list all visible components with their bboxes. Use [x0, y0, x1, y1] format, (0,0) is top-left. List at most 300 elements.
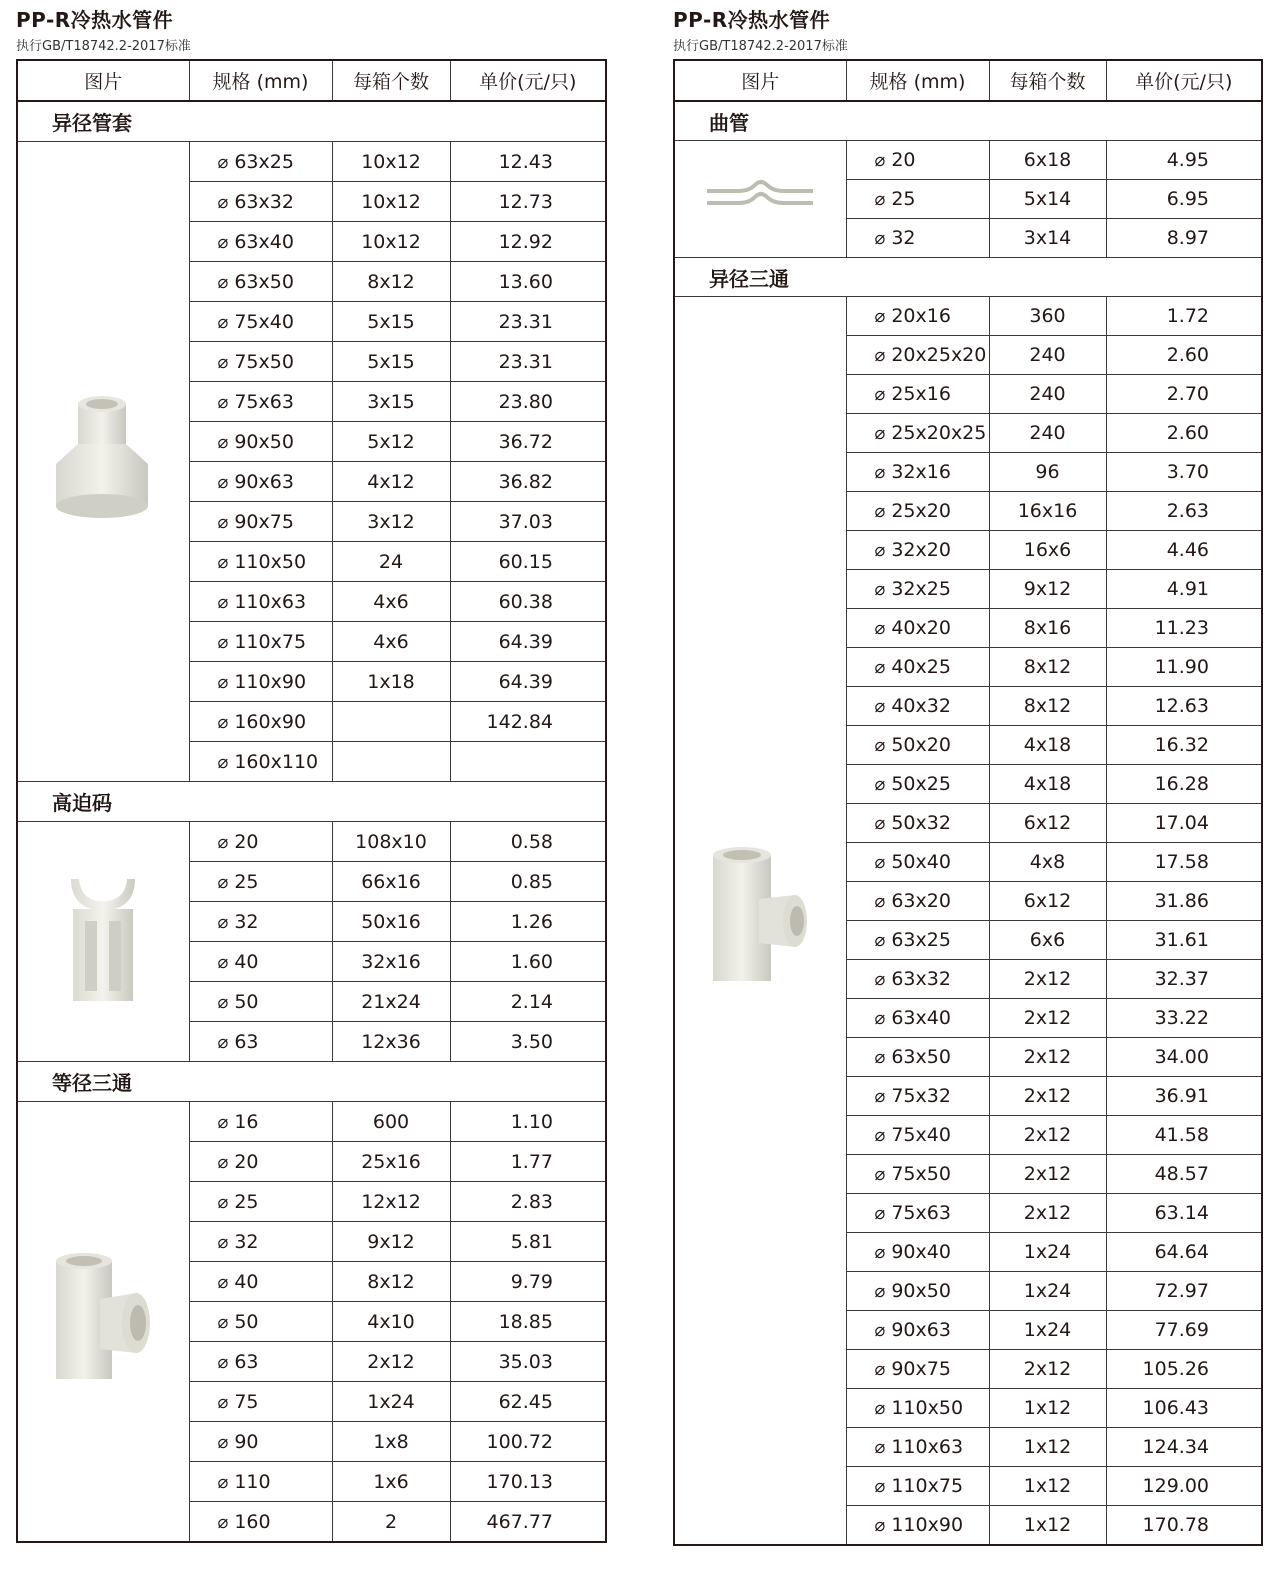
box-qty-cell: 6x18	[989, 141, 1106, 180]
spec-value: 90x75	[891, 1358, 951, 1380]
spec-value: 75x50	[891, 1163, 951, 1185]
unit-price-cell: 36.91	[1106, 1077, 1262, 1116]
crossover-bend-image	[674, 141, 846, 258]
unit-price-cell: 129.00	[1106, 1467, 1262, 1506]
unit-price-cell: 77.69	[1106, 1311, 1262, 1350]
spec-value: 63x32	[234, 190, 294, 213]
reducing-coupling-image	[17, 142, 189, 782]
unit-price-cell: 2.60	[1106, 414, 1262, 453]
spec-value: 25	[891, 188, 916, 210]
box-qty-cell: 8x16	[989, 609, 1106, 648]
unit-price-cell: 23.80	[450, 382, 606, 422]
table-row	[17, 1102, 606, 1142]
diameter-icon: ⌀	[217, 1231, 229, 1253]
spec-cell	[189, 1142, 332, 1182]
box-qty-cell: 1x18	[332, 662, 450, 702]
box-qty-cell: 4x8	[989, 843, 1106, 882]
unit-price-cell: 72.97	[1106, 1272, 1262, 1311]
spec-value: 50	[234, 990, 259, 1013]
spec-value: 110x75	[891, 1475, 964, 1497]
box-qty-cell: 2x12	[989, 960, 1106, 999]
diameter-icon: ⌀	[874, 1515, 886, 1536]
spec-value: 110x75	[234, 630, 307, 653]
spec-cell	[189, 142, 332, 182]
unit-price-cell: 3.70	[1106, 453, 1262, 492]
unit-price-cell: 18.85	[450, 1302, 606, 1342]
diameter-icon: ⌀	[217, 1271, 229, 1293]
spec-value: 90	[234, 1430, 259, 1453]
spec-value: 20	[891, 149, 916, 171]
box-qty-cell: 4x6	[332, 582, 450, 622]
diameter-icon: ⌀	[217, 991, 229, 1013]
spec-value: 63x25	[891, 929, 951, 951]
spec-cell	[189, 1102, 332, 1142]
diameter-icon: ⌀	[217, 831, 229, 853]
spec-cell	[189, 1422, 332, 1462]
box-qty-cell: 1x24	[332, 1382, 450, 1422]
spec-cell	[189, 902, 332, 942]
box-qty-cell: 3x12	[332, 502, 450, 542]
unit-price-cell: 36.72	[450, 422, 606, 462]
spec-cell	[846, 1116, 989, 1155]
spec-cell	[846, 1038, 989, 1077]
section-header-row	[674, 101, 1262, 141]
table-row	[674, 297, 1262, 336]
unit-price-cell: 60.15	[450, 542, 606, 582]
unit-price-cell: 31.86	[1106, 882, 1262, 921]
spec-value: 75x40	[891, 1124, 951, 1146]
box-qty-cell: 10x12	[332, 142, 450, 182]
spec-value: 63x25	[234, 150, 294, 173]
spec-cell	[189, 702, 332, 742]
spec-value: 75	[234, 1390, 259, 1413]
spec-cell	[846, 1350, 989, 1389]
diameter-icon: ⌀	[874, 1164, 886, 1185]
unit-price-cell: 124.34	[1106, 1428, 1262, 1467]
spec-cell	[846, 1506, 989, 1546]
unit-price-cell: 170.78	[1106, 1506, 1262, 1546]
spec-value: 50x25	[891, 773, 951, 795]
spec-value: 90x63	[234, 470, 294, 493]
unit-price-cell: 0.58	[450, 822, 606, 862]
spec-value: 110x50	[234, 550, 307, 573]
spec-cell	[189, 622, 332, 662]
spec-value: 40x25	[891, 656, 951, 678]
left-price-table	[16, 59, 607, 1543]
unit-price-cell: 8.97	[1106, 219, 1262, 258]
spec-cell	[846, 726, 989, 765]
unit-price-cell: 1.26	[450, 902, 606, 942]
unit-price-cell: 12.43	[450, 142, 606, 182]
box-qty-cell: 2x12	[989, 1350, 1106, 1389]
spec-cell	[846, 336, 989, 375]
box-qty-cell: 5x12	[332, 422, 450, 462]
diameter-icon: ⌀	[217, 391, 229, 413]
spec-cell	[846, 687, 989, 726]
unit-price-cell: 12.73	[450, 182, 606, 222]
spec-cell	[846, 570, 989, 609]
diameter-icon: ⌀	[874, 1437, 886, 1458]
box-qty-cell: 3x15	[332, 382, 450, 422]
section-title: 曲管	[674, 101, 1262, 141]
unit-price-cell: 106.43	[1106, 1389, 1262, 1428]
box-qty-cell: 1x24	[989, 1233, 1106, 1272]
spec-cell	[846, 414, 989, 453]
diameter-icon: ⌀	[217, 911, 229, 933]
diameter-icon: ⌀	[874, 1476, 886, 1497]
spec-value: 50x20	[891, 734, 951, 756]
diameter-icon: ⌀	[217, 231, 229, 253]
spec-cell	[846, 804, 989, 843]
diameter-icon: ⌀	[217, 191, 229, 213]
box-qty-cell: 50x16	[332, 902, 450, 942]
diameter-icon: ⌀	[217, 471, 229, 493]
unit-price-cell: 63.14	[1106, 1194, 1262, 1233]
box-qty-cell: 8x12	[989, 648, 1106, 687]
diameter-icon: ⌀	[874, 969, 886, 990]
spec-value: 63	[234, 1030, 259, 1053]
box-qty-cell: 5x15	[332, 302, 450, 342]
diameter-icon: ⌀	[874, 852, 886, 873]
diameter-icon: ⌀	[217, 1151, 229, 1173]
diameter-icon: ⌀	[874, 1008, 886, 1029]
box-qty-cell: 6x12	[989, 882, 1106, 921]
unit-price-cell: 142.84	[450, 702, 606, 742]
spec-value: 75x63	[234, 390, 294, 413]
box-qty-cell: 2x12	[989, 1038, 1106, 1077]
diameter-icon: ⌀	[217, 1031, 229, 1053]
spec-cell	[189, 1502, 332, 1543]
diameter-icon: ⌀	[874, 1320, 886, 1341]
unit-price-cell: 2.60	[1106, 336, 1262, 375]
diameter-icon: ⌀	[217, 551, 229, 573]
spec-cell	[189, 542, 332, 582]
box-qty-cell: 360	[989, 297, 1106, 336]
box-qty-cell: 25x16	[332, 1142, 450, 1182]
diameter-icon: ⌀	[217, 711, 229, 733]
spec-cell	[846, 453, 989, 492]
diameter-icon: ⌀	[874, 735, 886, 756]
spec-cell	[846, 1389, 989, 1428]
diameter-icon: ⌀	[874, 1125, 886, 1146]
spec-cell	[189, 662, 332, 702]
spec-cell	[189, 1302, 332, 1342]
spec-cell	[189, 502, 332, 542]
spec-value: 16	[234, 1110, 259, 1133]
box-qty-cell: 10x12	[332, 182, 450, 222]
box-qty-cell: 1x12	[989, 1428, 1106, 1467]
spec-value: 32	[891, 227, 916, 249]
spec-cell	[846, 1077, 989, 1116]
box-qty-cell: 6x6	[989, 921, 1106, 960]
unit-price-cell: 35.03	[450, 1342, 606, 1382]
spec-value: 20x25x20	[891, 344, 987, 366]
box-qty-cell: 9x12	[989, 570, 1106, 609]
box-qty-cell: 2	[332, 1502, 450, 1543]
header-unit-price: 单价(元/只)	[450, 60, 606, 101]
unit-price-cell: 23.31	[450, 302, 606, 342]
spec-cell	[189, 262, 332, 302]
diameter-icon: ⌀	[874, 306, 886, 327]
spec-cell	[189, 302, 332, 342]
box-qty-cell: 5x15	[332, 342, 450, 382]
spec-value: 25	[234, 1190, 259, 1213]
pipe-clip-image	[17, 822, 189, 1062]
spec-cell	[846, 999, 989, 1038]
spec-value: 90x40	[891, 1241, 951, 1263]
spec-cell	[846, 1428, 989, 1467]
unit-price-cell: 36.82	[450, 462, 606, 502]
box-qty-cell: 4x18	[989, 726, 1106, 765]
table-header-row	[17, 60, 606, 101]
unit-price-cell: 9.79	[450, 1262, 606, 1302]
diameter-icon: ⌀	[874, 1242, 886, 1263]
unit-price-cell: 17.04	[1106, 804, 1262, 843]
diameter-icon: ⌀	[217, 751, 229, 773]
spec-value: 25x16	[891, 383, 951, 405]
unit-price-cell: 4.46	[1106, 531, 1262, 570]
spec-value: 32x25	[891, 578, 951, 600]
box-qty-cell: 2x12	[989, 999, 1106, 1038]
header-spec: 规格 (mm)	[189, 60, 332, 101]
header-image: 图片	[17, 60, 189, 101]
section-title: 异径三通	[674, 258, 1262, 297]
diameter-icon: ⌀	[874, 657, 886, 678]
header-unit-price: 单价(元/只)	[1106, 60, 1262, 101]
box-qty-cell: 24	[332, 542, 450, 582]
diameter-icon: ⌀	[874, 1086, 886, 1107]
unit-price-cell: 6.95	[1106, 180, 1262, 219]
diameter-icon: ⌀	[874, 1359, 886, 1380]
spec-cell	[846, 921, 989, 960]
spec-value: 90x75	[234, 510, 294, 533]
spec-cell	[846, 843, 989, 882]
box-qty-cell: 21x24	[332, 982, 450, 1022]
box-qty-cell: 1x6	[332, 1462, 450, 1502]
unit-price-cell: 11.23	[1106, 609, 1262, 648]
spec-cell	[846, 141, 989, 180]
box-qty-cell: 2x12	[989, 1155, 1106, 1194]
box-qty-cell: 3x14	[989, 219, 1106, 258]
unit-price-cell: 1.60	[450, 942, 606, 982]
unit-price-cell: 2.83	[450, 1182, 606, 1222]
diameter-icon: ⌀	[217, 151, 229, 173]
unit-price-cell: 4.95	[1106, 141, 1262, 180]
spec-cell	[189, 182, 332, 222]
unit-price-cell: 31.61	[1106, 921, 1262, 960]
spec-value: 90x50	[234, 430, 294, 453]
unit-price-cell: 1.10	[450, 1102, 606, 1142]
diameter-icon: ⌀	[874, 1047, 886, 1068]
spec-value: 20x16	[891, 305, 951, 327]
spec-cell	[846, 1272, 989, 1311]
spec-cell	[189, 862, 332, 902]
diameter-icon: ⌀	[217, 591, 229, 613]
diameter-icon: ⌀	[217, 511, 229, 533]
diameter-icon: ⌀	[217, 1511, 229, 1533]
section-header-row	[674, 258, 1262, 297]
spec-value: 63	[234, 1350, 259, 1373]
spec-cell	[189, 1342, 332, 1382]
spec-cell	[846, 219, 989, 258]
diameter-icon: ⌀	[217, 1351, 229, 1373]
unit-price-cell: 12.63	[1106, 687, 1262, 726]
spec-cell	[846, 1467, 989, 1506]
diameter-icon: ⌀	[874, 1281, 886, 1302]
box-qty-cell: 8x12	[989, 687, 1106, 726]
diameter-icon: ⌀	[217, 1311, 229, 1333]
box-qty-cell: 2x12	[989, 1116, 1106, 1155]
spec-value: 75x50	[234, 350, 294, 373]
spec-value: 63x40	[234, 230, 294, 253]
unit-price-cell: 48.57	[1106, 1155, 1262, 1194]
unit-price-cell: 105.26	[1106, 1350, 1262, 1389]
section-header-row	[17, 101, 606, 142]
spec-cell	[846, 180, 989, 219]
spec-cell	[846, 375, 989, 414]
unit-price-cell: 33.22	[1106, 999, 1262, 1038]
box-qty-cell: 4x12	[332, 462, 450, 502]
spec-cell	[189, 942, 332, 982]
box-qty-cell: 12x12	[332, 1182, 450, 1222]
box-qty-cell: 10x12	[332, 222, 450, 262]
unit-price-cell	[450, 742, 606, 782]
box-qty-cell: 32x16	[332, 942, 450, 982]
box-qty-cell: 240	[989, 414, 1106, 453]
box-qty-cell: 2x12	[332, 1342, 450, 1382]
box-qty-cell: 600	[332, 1102, 450, 1142]
spec-cell	[189, 462, 332, 502]
diameter-icon: ⌀	[217, 1391, 229, 1413]
box-qty-cell: 2x12	[989, 1194, 1106, 1233]
spec-cell	[189, 1022, 332, 1062]
box-qty-cell: 4x6	[332, 622, 450, 662]
box-qty-cell: 1x12	[989, 1389, 1106, 1428]
spec-value: 90x50	[891, 1280, 951, 1302]
right-standard-subtitle: 执行GB/T18742.2-2017标准	[673, 39, 848, 54]
spec-cell	[846, 882, 989, 921]
spec-value: 110	[234, 1470, 271, 1493]
diameter-icon: ⌀	[874, 696, 886, 717]
spec-value: 32	[234, 1230, 259, 1253]
box-qty-cell	[332, 742, 450, 782]
spec-value: 40x20	[891, 617, 951, 639]
spec-cell	[189, 1382, 332, 1422]
spec-cell	[189, 222, 332, 262]
diameter-icon: ⌀	[874, 540, 886, 561]
box-qty-cell: 96	[989, 453, 1106, 492]
section-header-row	[17, 1062, 606, 1102]
header-spec: 规格 (mm)	[846, 60, 989, 101]
box-qty-cell: 4x18	[989, 765, 1106, 804]
spec-value: 160x110	[234, 750, 319, 773]
spec-cell	[846, 1155, 989, 1194]
spec-value: 40	[234, 950, 259, 973]
spec-cell	[846, 609, 989, 648]
diameter-icon: ⌀	[217, 311, 229, 333]
unit-price-cell: 1.72	[1106, 297, 1262, 336]
spec-value: 75x32	[891, 1085, 951, 1107]
diameter-icon: ⌀	[874, 891, 886, 912]
spec-value: 32x20	[891, 539, 951, 561]
diameter-icon: ⌀	[217, 431, 229, 453]
unit-price-cell: 17.58	[1106, 843, 1262, 882]
box-qty-cell: 1x12	[989, 1506, 1106, 1546]
spec-cell	[846, 1194, 989, 1233]
box-qty-cell: 1x12	[989, 1467, 1106, 1506]
header-box-qty: 每箱个数	[989, 60, 1106, 101]
diameter-icon: ⌀	[874, 774, 886, 795]
diameter-icon: ⌀	[874, 462, 886, 483]
box-qty-cell: 1x8	[332, 1422, 450, 1462]
unit-price-cell: 23.31	[450, 342, 606, 382]
unit-price-cell: 170.13	[450, 1462, 606, 1502]
left-standard-subtitle: 执行GB/T18742.2-2017标准	[16, 39, 191, 54]
spec-cell	[189, 422, 332, 462]
box-qty-cell	[332, 702, 450, 742]
spec-value: 63x32	[891, 968, 951, 990]
spec-cell	[846, 531, 989, 570]
unit-price-cell: 37.03	[450, 502, 606, 542]
diameter-icon: ⌀	[874, 150, 886, 171]
diameter-icon: ⌀	[874, 189, 886, 210]
spec-cell	[846, 960, 989, 999]
spec-cell	[189, 342, 332, 382]
spec-cell	[189, 1262, 332, 1302]
unit-price-cell: 0.85	[450, 862, 606, 902]
diameter-icon: ⌀	[874, 501, 886, 522]
spec-value: 32	[234, 910, 259, 933]
header-box-qty: 每箱个数	[332, 60, 450, 101]
spec-value: 25x20x25	[891, 422, 987, 444]
spec-value: 110x63	[234, 590, 307, 613]
spec-value: 25x20	[891, 500, 951, 522]
diameter-icon: ⌀	[874, 1203, 886, 1224]
diameter-icon: ⌀	[874, 345, 886, 366]
box-qty-cell: 16x16	[989, 492, 1106, 531]
left-catalog-title: PP-R冷热水管件	[16, 8, 174, 32]
spec-value: 110x50	[891, 1397, 964, 1419]
spec-cell	[846, 1311, 989, 1350]
box-qty-cell: 8x12	[332, 262, 450, 302]
unit-price-cell: 64.39	[450, 622, 606, 662]
unit-price-cell: 62.45	[450, 1382, 606, 1422]
box-qty-cell: 4x10	[332, 1302, 450, 1342]
reducing-tee-image	[674, 297, 846, 1546]
spec-value: 25	[234, 870, 259, 893]
unit-price-cell: 5.81	[450, 1222, 606, 1262]
diameter-icon: ⌀	[217, 671, 229, 693]
unit-price-cell: 4.91	[1106, 570, 1262, 609]
header-image: 图片	[674, 60, 846, 101]
unit-price-cell: 2.14	[450, 982, 606, 1022]
diameter-icon: ⌀	[217, 1431, 229, 1453]
table-row	[674, 141, 1262, 180]
diameter-icon: ⌀	[217, 351, 229, 373]
spec-value: 110x90	[234, 670, 307, 693]
unit-price-cell: 34.00	[1106, 1038, 1262, 1077]
spec-value: 32x16	[891, 461, 951, 483]
box-qty-cell: 1x24	[989, 1272, 1106, 1311]
diameter-icon: ⌀	[874, 930, 886, 951]
spec-cell	[846, 492, 989, 531]
diameter-icon: ⌀	[217, 951, 229, 973]
section-title: 异径管套	[17, 101, 606, 142]
box-qty-cell: 240	[989, 336, 1106, 375]
unit-price-cell: 64.64	[1106, 1233, 1262, 1272]
spec-cell	[189, 1182, 332, 1222]
spec-cell	[189, 742, 332, 782]
